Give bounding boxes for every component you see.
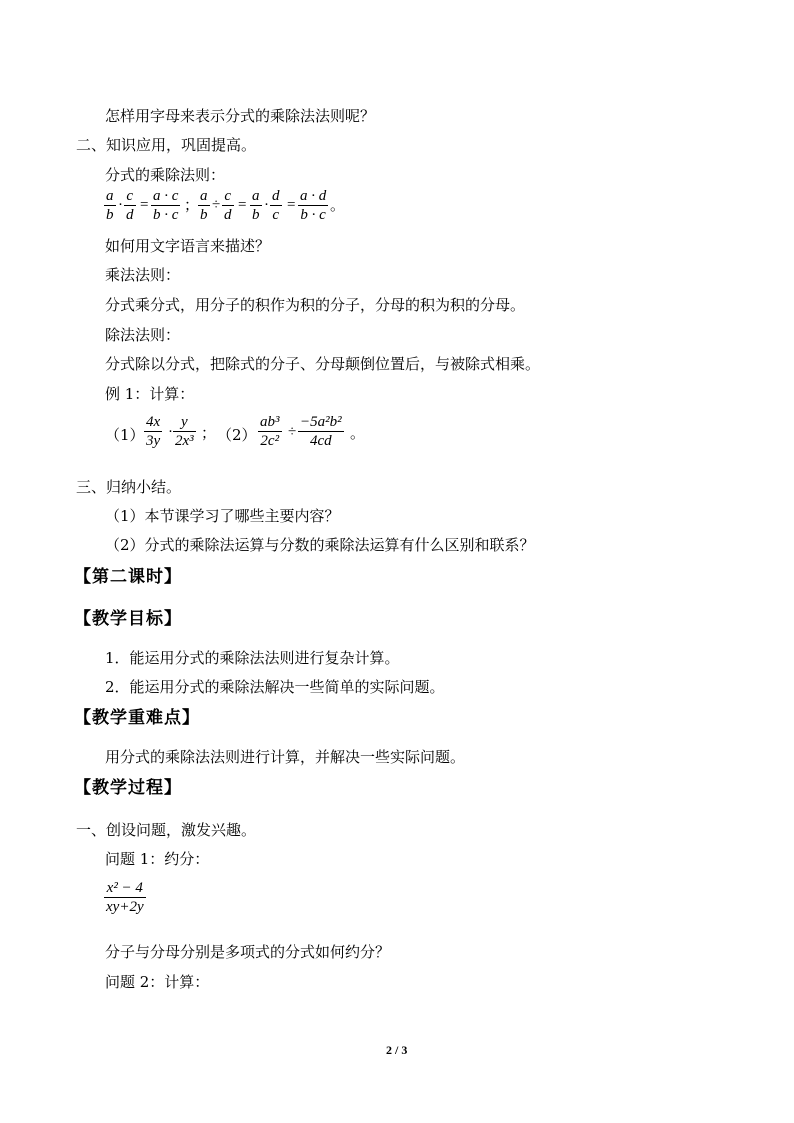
- fraction: [298, 188, 328, 223]
- rule-title: 分式的乘除法则：: [105, 166, 226, 184]
- fraction: [144, 414, 162, 449]
- fraction: [173, 414, 196, 449]
- item-1-label: （1）: [105, 426, 145, 444]
- goal-item-1: 1．能运用分式的乘除法法则进行复杂计算。: [105, 649, 400, 667]
- numerator: c: [126, 188, 134, 204]
- numerator: a · c: [153, 188, 179, 204]
- numerator: c: [224, 188, 232, 204]
- numerator: a: [200, 188, 208, 204]
- numerator: a: [252, 188, 260, 204]
- lesson-2-heading: 【第二课时】: [74, 567, 182, 587]
- denominator: b · c: [300, 207, 326, 223]
- problem-1-label: 问题 1：约分：: [105, 850, 210, 868]
- keypoints-heading: 【教学重难点】: [74, 708, 200, 728]
- equals-operator: =: [140, 197, 149, 213]
- example-1-label: 例 1：计算：: [105, 385, 195, 403]
- denominator: 4cd: [309, 433, 332, 449]
- denominator: xy+2y: [106, 899, 144, 915]
- section-3-heading: 三、归纳小结。: [76, 478, 182, 496]
- numerator: d: [272, 188, 280, 204]
- denominator: b: [106, 207, 114, 223]
- fraction: [198, 188, 210, 223]
- denominator: b: [200, 207, 208, 223]
- question-letters: 怎样用字母来表示分式的乘除法法则呢？: [105, 107, 376, 125]
- fraction: [104, 188, 116, 223]
- fraction: [298, 414, 344, 449]
- denominator: b: [252, 207, 260, 223]
- page-number: 2 / 3: [386, 1043, 408, 1057]
- problem-2-label: 问题 2：计算：: [105, 973, 210, 991]
- summary-item-2: （2）分式的乘除法运算与分数的乘除法运算有什么区别和联系？: [105, 536, 535, 554]
- keypoints-text: 用分式的乘除法法则进行计算，并解决一些实际问题。: [105, 748, 466, 766]
- fraction: [250, 188, 262, 223]
- numerator: −5a²b²: [300, 414, 342, 430]
- section-1-heading: 一、创设问题，激发兴趣。: [76, 821, 257, 839]
- polynomial-question: 分子与分母分别是多项式的分式如何约分？: [105, 943, 391, 961]
- fraction: [151, 188, 180, 223]
- denominator: c: [272, 207, 280, 223]
- numerator: y: [180, 414, 188, 430]
- multiplication-rule: 分式乘分式，用分子的积作为积的分子，分母的积为积的分母。: [105, 296, 526, 314]
- separator: ；: [184, 198, 200, 214]
- denominator: 2c²: [260, 433, 280, 449]
- numerator: a · d: [300, 188, 327, 204]
- numerator: x² − 4: [106, 880, 143, 896]
- numerator: 4x: [146, 414, 161, 430]
- numerator: ab³: [260, 414, 280, 430]
- divide-operator: ÷: [288, 424, 297, 440]
- summary-item-1: （1）本节课学习了哪些主要内容？: [105, 507, 340, 525]
- problem-1-fraction: [104, 880, 146, 915]
- denominator: 2x³: [175, 433, 194, 449]
- dot-operator: ·: [118, 197, 123, 213]
- section-2-heading: 二、知识应用，巩固提高。: [76, 136, 257, 154]
- denominator: d: [126, 207, 134, 223]
- period: 。: [350, 426, 366, 442]
- denominator: 3y: [146, 433, 161, 449]
- process-heading: 【教学过程】: [74, 778, 182, 798]
- division-rule: 分式除以分式，把除式的分子、分母颠倒位置后，与被除式相乘。: [105, 355, 541, 373]
- equals-operator: =: [287, 197, 296, 213]
- separator: ；: [201, 426, 217, 442]
- multiplication-rule-title: 乘法法则：: [105, 266, 181, 284]
- equals-operator: =: [238, 197, 247, 213]
- denominator: b · c: [153, 207, 179, 223]
- fraction: [270, 188, 282, 223]
- fraction: [124, 188, 136, 223]
- goal-item-2: 2．能运用分式的乘除法解决一些简单的实际问题。: [105, 678, 445, 696]
- how-words: 如何用文字语言来描述？: [105, 237, 271, 255]
- goals-heading: 【教学目标】: [74, 609, 182, 629]
- division-rule-title: 除法法则：: [105, 326, 181, 344]
- dot-operator: ·: [168, 424, 173, 440]
- period: 。: [330, 198, 346, 214]
- divide-operator: ÷: [212, 197, 221, 213]
- item-2-label: （2）: [217, 426, 257, 444]
- fraction: [222, 188, 234, 223]
- numerator: a: [106, 188, 114, 204]
- denominator: d: [224, 207, 232, 223]
- dot-operator: ·: [264, 197, 269, 213]
- fraction: [258, 414, 282, 449]
